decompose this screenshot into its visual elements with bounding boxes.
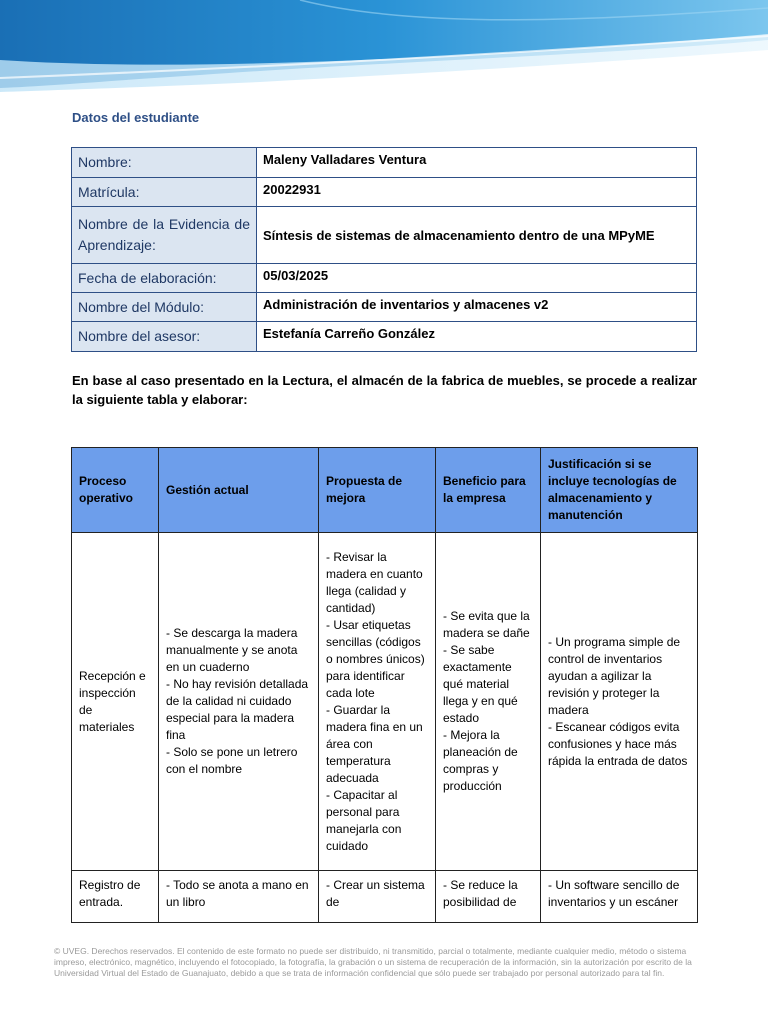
process-table (71, 447, 698, 923)
table-cell: - Se descarga la madera manualmente y se anota en un cuaderno - No hay revisión detallada de la calidad ni cuidado especial para la madera fina - Solo se pone un letrero con el nombre (159, 533, 319, 871)
table-cell: - Todo se anota a mano en un libro (159, 871, 319, 923)
student-value: 20022931 (257, 178, 697, 207)
column-header: Justificación si se incluye tecnologías de almacenamiento y manutención (541, 448, 698, 533)
table-cell: - Un software sencillo de inventarios y un escáner (541, 871, 698, 923)
table-cell: - Se evita que la madera se dañe - Se sabe exactamente qué material llega y en qué estado - Mejora la planeación de compras y producción (436, 533, 541, 871)
student-value: Maleny Valladares Ventura (257, 148, 697, 178)
student-row-name (72, 148, 697, 178)
student-row-date (72, 264, 697, 293)
student-value: Administración de inventarios y almacenes v2 (257, 293, 697, 322)
column-header: Propuesta de mejora (319, 448, 436, 533)
table-cell: - Revisar la madera en cuanto llega (calidad y cantidad) - Usar etiquetas sencillas (códigos o nombres únicos) para identificar cada lote - Guardar la madera fina en un área con temperatura adecuada - Capacitar al personal para manejarla con cuidado (319, 533, 436, 871)
header-banner (0, 0, 768, 96)
table-cell: Registro de entrada. (72, 871, 159, 923)
student-value: Estefanía Carreño González (257, 322, 697, 352)
student-row-advisor (72, 322, 697, 352)
column-header: Proceso operativo (72, 448, 159, 533)
student-value: 05/03/2025 (257, 264, 697, 293)
student-label: Matrícula: (72, 178, 257, 207)
student-label: Nombre del Módulo: (72, 293, 257, 322)
table-cell: - Se reduce la posibilidad de (436, 871, 541, 923)
table-cell: - Crear un sistema de (319, 871, 436, 923)
student-label: Nombre de la Evidencia de Aprendizaje: (72, 207, 257, 264)
table-cell: - Un programa simple de control de inventarios ayudan a agilizar la revisión y proteger la madera - Escanear códigos evita confusiones y hace más rápida la entrada de datos (541, 533, 698, 871)
student-value: Síntesis de sistemas de almacenamiento dentro de una MPyME (257, 207, 697, 264)
student-label: Fecha de elaboración: (72, 264, 257, 293)
student-label: Nombre: (72, 148, 257, 178)
intro-paragraph: En base al caso presentado en la Lectura, el almacén de la fabrica de muebles, se procede a realizar la siguiente tabla y elaborar: (72, 373, 697, 407)
copyright-footer: © UVEG. Derechos reservados. El contenido de este formato no puede ser distribuido, ni transmitido, parcial o totalmente, mediante cualquier medio, método o sistema impreso, electrónico, magnético, incluyendo el fotocopiado, la fotografía, la grabación o un sistema de recuperación de la información, sin la autorización por escrito de la Universidad Virtual del Estado de Guanajuato, debido a que se trata de información confidencial que sólo puede ser trabajado por personal autorizado para tal fin. (54, 946, 692, 978)
student-data-table (71, 147, 697, 352)
table-header-row (72, 448, 698, 533)
column-header: Gestión actual (159, 448, 319, 533)
table-row (72, 533, 698, 871)
table-row (72, 871, 698, 923)
student-row-evidence (72, 207, 697, 264)
table-cell: Recepción e inspección de materiales (72, 533, 159, 871)
student-row-matricula (72, 178, 697, 207)
student-label: Nombre del asesor: (72, 322, 257, 352)
section-title: Datos del estudiante (72, 110, 200, 125)
student-row-module (72, 293, 697, 322)
column-header: Beneficio para la empresa (436, 448, 541, 533)
